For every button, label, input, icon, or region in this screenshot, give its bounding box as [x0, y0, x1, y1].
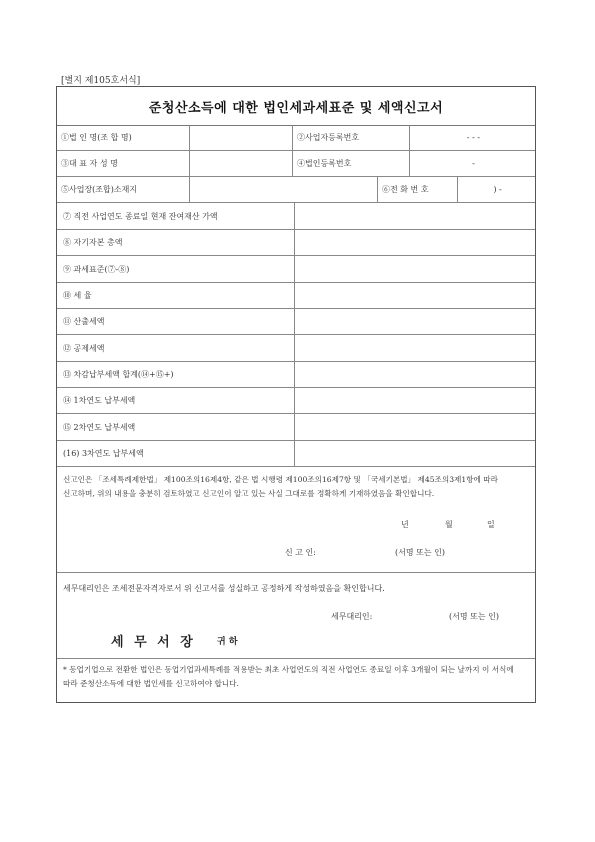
declaration-text: 신고인은 「조세특례제한법」 제100조의16제4항, 같은 법 시행령 제100조의16제7항 및 「국세기본법」 제45조의3제1항에 따라 신고하며, 위의 내용을 충분히 검토하였고 신고인이 알고 있는 사실 그대로를 정확하게 기재하였음을 확인합니다. — [63, 475, 498, 498]
item-value-field[interactable] — [294, 283, 537, 308]
declaration-section — [57, 467, 535, 573]
item-label: ⑨ 과세표준(⑦-⑧) — [63, 264, 130, 274]
form-title: 준청산소득에 대한 법인세과세표준 및 세액신고서 — [57, 87, 535, 126]
item-value-field[interactable] — [294, 388, 537, 413]
declarant-label: 신 고 인: — [285, 548, 316, 557]
footnote: * 동업기업으로 전환한 법인은 동업기업과세특례를 적용받는 최초 사업연도의 직전 사업연도 종료일 이후 3개월이 되는 날까지 이 서식에 따라 준청산소득에 대한 법인세를 신고하여야 합니다. — [63, 665, 514, 688]
info-row-1 — [57, 125, 535, 151]
agent-sign-label: (서명 또는 인) — [449, 612, 499, 621]
address-field[interactable] — [189, 177, 377, 202]
item-value-field[interactable] — [294, 441, 537, 466]
tax-office-title: 세 무 서 장 — [111, 635, 196, 650]
declarant-sign-label: (서명 또는 인) — [395, 548, 445, 557]
biz-no-label: ②사업자등록번호 — [292, 125, 409, 150]
tax-return-form — [56, 86, 536, 703]
corp-name-label: ①법 인 명(조 합 명) — [61, 133, 132, 142]
item-label: ⑭ 1차연도 납부세액 — [63, 396, 136, 405]
biz-no-field[interactable]: - - - — [409, 125, 537, 150]
item-label: (16) 3차연도 납부세액 — [63, 449, 144, 458]
corp-name-field[interactable] — [189, 125, 292, 150]
item-row-10 — [57, 283, 535, 309]
item-row-11 — [57, 309, 535, 335]
item-row-12 — [57, 335, 535, 362]
representative-label: ③대 표 자 성 명 — [61, 159, 118, 168]
item-value-field[interactable] — [294, 335, 537, 361]
item-row-13 — [57, 362, 535, 388]
item-label: ⑪ 산출세액 — [63, 317, 105, 326]
info-row-3 — [57, 177, 535, 203]
item-row-8 — [57, 230, 535, 256]
phone-field[interactable]: ) - — [457, 177, 537, 202]
date-day-label: 일 — [487, 520, 495, 529]
tax-office-suffix: 귀 하 — [217, 637, 238, 647]
date-month-label: 월 — [445, 520, 453, 529]
item-label: ⑬ 차감납부세액 합계(⑭+⑮+) — [63, 370, 174, 379]
item-row-7 — [57, 203, 535, 230]
date-year-label: 년 — [401, 520, 409, 529]
item-label: ⑮ 2차연도 납부세액 — [63, 422, 136, 432]
item-value-field[interactable] — [294, 414, 537, 440]
corp-reg-label: ④법인등록번호 — [292, 151, 409, 176]
form-number-label: [별지 제105호서식] — [61, 76, 141, 86]
phone-label: ⑥전 화 번 호 — [377, 177, 457, 202]
agent-label: 세무대리인: — [331, 612, 373, 621]
item-value-field[interactable] — [294, 256, 537, 282]
item-label: ⑫ 공제세액 — [63, 343, 105, 353]
corp-reg-field[interactable]: - — [409, 151, 537, 176]
address-label: ⑤사업장(조합)소재지 — [61, 185, 138, 194]
item-row-16 — [57, 441, 535, 467]
item-value-field[interactable] — [294, 230, 537, 255]
agent-text: 세무대리인은 조세전문자격자로서 위 신고서를 성실하고 공정하게 작성하였음을 확인합니다. — [63, 584, 385, 593]
item-label: ⑧ 자기자본 총액 — [63, 238, 123, 247]
item-value-field[interactable] — [294, 362, 537, 387]
item-value-field[interactable] — [294, 309, 537, 334]
representative-field[interactable] — [189, 151, 292, 176]
item-label: ⑩ 세 율 — [63, 291, 92, 300]
item-row-9 — [57, 256, 535, 283]
item-label: ⑦ 직전 사업연도 종료일 현재 잔여재산 가액 — [63, 211, 218, 221]
info-row-2 — [57, 151, 535, 177]
item-row-14 — [57, 388, 535, 414]
item-row-15 — [57, 414, 535, 441]
item-value-field[interactable] — [294, 203, 537, 229]
